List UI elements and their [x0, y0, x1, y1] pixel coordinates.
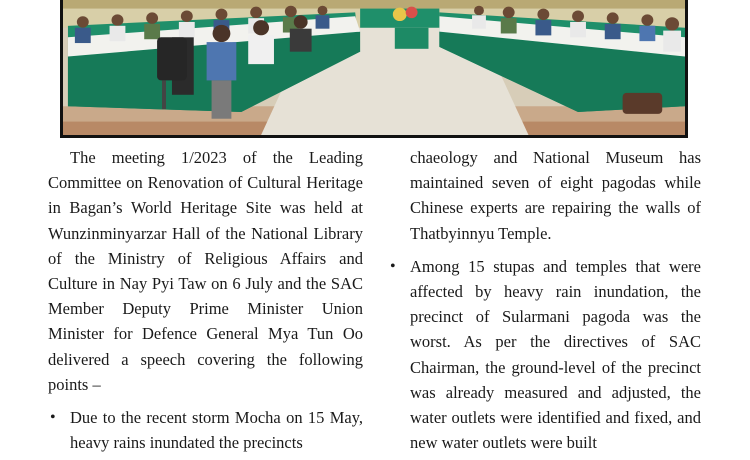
meeting-photo-illustration — [63, 0, 685, 135]
bullet-item-2 — [388, 254, 701, 456]
intro-paragraph: The meeting 1/2023 of the Leading Committee on Renovation of Cultural Heritage in Bagan’s World Heritage Site was held at Wunzinminyarzar Hall of the National Library of the Ministry of Religious Affairs and Culture in Nay Pyi Taw on 6 July and the SAC Member Deputy Prime Minister Union Minister for Defence General Mya Tun Oo delivered a speech covering the following points – — [48, 148, 363, 394]
bullet-item-1 — [48, 405, 363, 455]
meeting-photo — [60, 0, 688, 138]
bullet-text-1: Due to the recent storm Mocha on 15 May, heavy rains inundated the precincts — [70, 408, 363, 453]
continuation-paragraph: chaeology and National Museum has maintained seven of eight pagodas while Chinese experts are repairing the walls of Thatbyinnyu Temple. — [410, 148, 701, 243]
right-column — [388, 145, 701, 455]
bullet-text-2: Among 15 stupas and temples that were affected by heavy rain inundation, the precinct of Sularmani pagoda was the worst. As per the directives of SAC Chairman, the ground-level of the precinct was already measured and adjusted, the water outlets were identified and fixed, and new water outlets were built — [410, 256, 701, 453]
left-column — [48, 145, 363, 455]
bullet-icon: • — [50, 409, 56, 427]
bullet-icon: • — [390, 257, 396, 275]
